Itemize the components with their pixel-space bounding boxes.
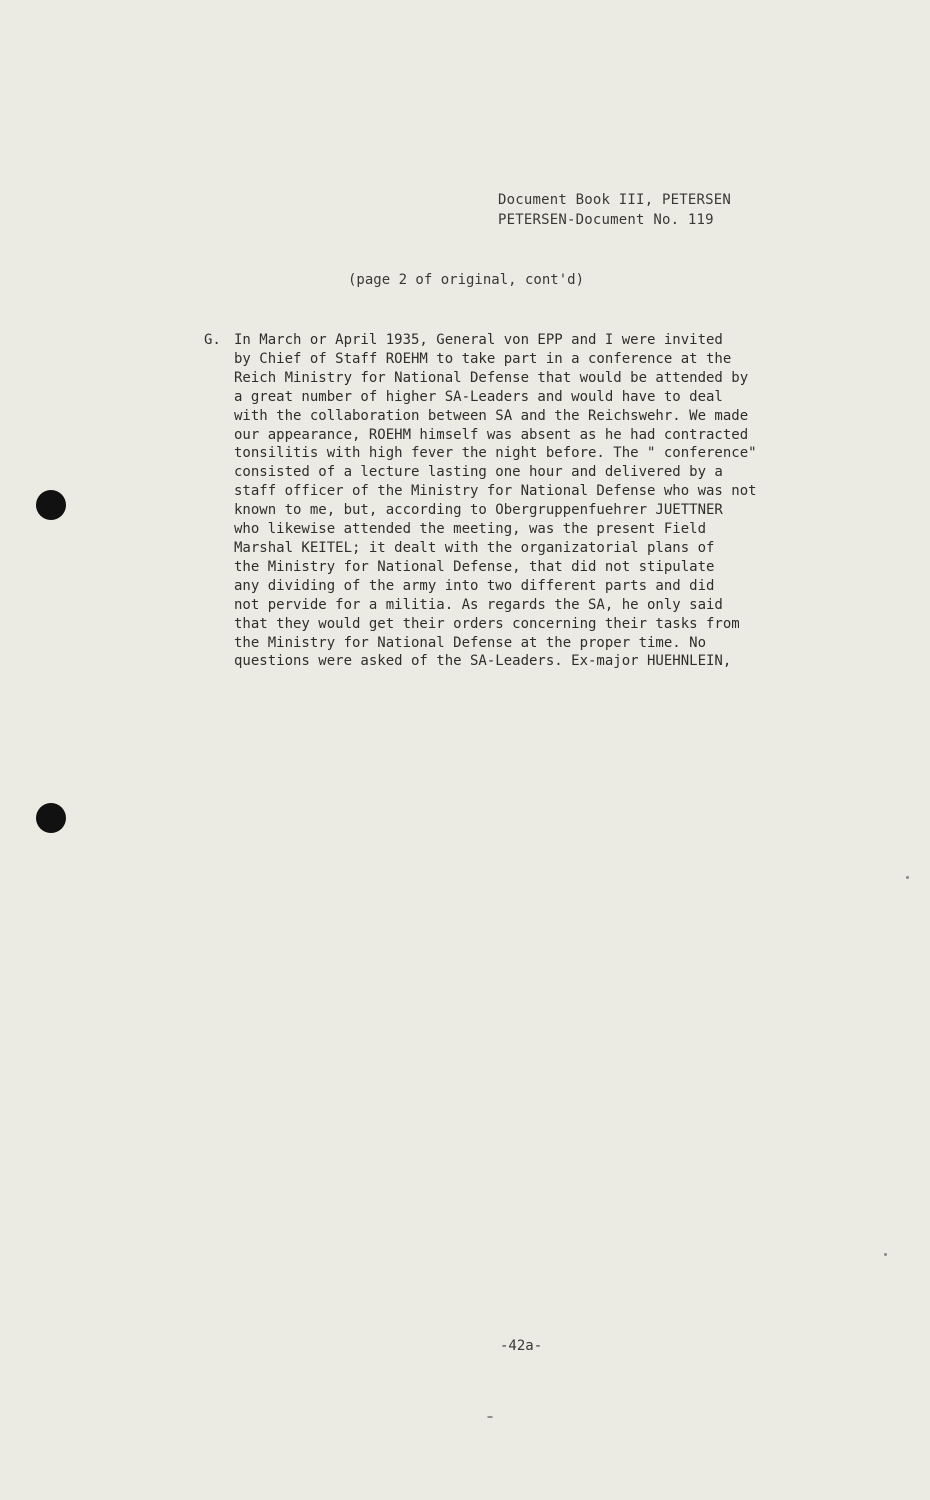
paragraph-line: Reich Ministry for National Defense that would be attended by xyxy=(234,369,749,386)
header-document-book: Document Book III, PETERSEN xyxy=(498,192,731,208)
paragraph-line: known to me, but, according to Obergruppenfuehrer JUETTNER xyxy=(234,502,723,519)
punch-hole xyxy=(36,803,66,833)
paragraph-line: the Ministry for National Defense, that did not stipulate xyxy=(234,558,715,575)
paragraph-line: the Ministry for National Defense at the proper time. No xyxy=(234,634,707,651)
paragraph-line: with the collaboration between SA and the Reichswehr. We made xyxy=(234,407,749,424)
paper-speck xyxy=(487,1416,493,1418)
paragraph-line: not pervide for a militia. As regards the SA, he only said xyxy=(234,596,723,613)
paragraph-line: questions were asked of the SA-Leaders. Ex-major HUEHNLEIN, xyxy=(234,653,732,670)
paragraph-line: that they would get their orders concerning their tasks from xyxy=(234,615,740,632)
paragraph-body xyxy=(234,331,844,671)
paper-speck xyxy=(884,1253,887,1256)
paragraph-marker: G. xyxy=(204,332,221,348)
paragraph-line: staff officer of the Ministry for National Defense who was not xyxy=(234,483,757,500)
paragraph-line: In March or April 1935, General von EPP and I were invited xyxy=(234,332,723,348)
punch-hole xyxy=(36,490,66,520)
paragraph-line: by Chief of Staff ROEHM to take part in a conference at the xyxy=(234,350,732,367)
paragraph-line: Marshal KEITEL; it dealt with the organizatorial plans of xyxy=(234,539,715,556)
document-header xyxy=(498,190,798,230)
paragraph-line: our appearance, ROEHM himself was absent as he had contracted xyxy=(234,426,749,443)
paragraph-line: tonsilitis with high fever the night before. The " conference" xyxy=(234,445,757,462)
paper-speck xyxy=(906,876,909,879)
paragraph-line: any dividing of the army into two different parts and did xyxy=(234,577,715,594)
paragraph-line: a great number of higher SA-Leaders and would have to deal xyxy=(234,388,723,405)
page-number: -42a- xyxy=(500,1338,543,1354)
paragraph-line: who likewise attended the meeting, was the present Field xyxy=(234,521,707,538)
header-document-number: PETERSEN-Document No. 119 xyxy=(498,212,714,228)
continuation-note: (page 2 of original, cont'd) xyxy=(348,272,585,288)
paragraph-line: consisted of a lecture lasting one hour and delivered by a xyxy=(234,464,723,481)
